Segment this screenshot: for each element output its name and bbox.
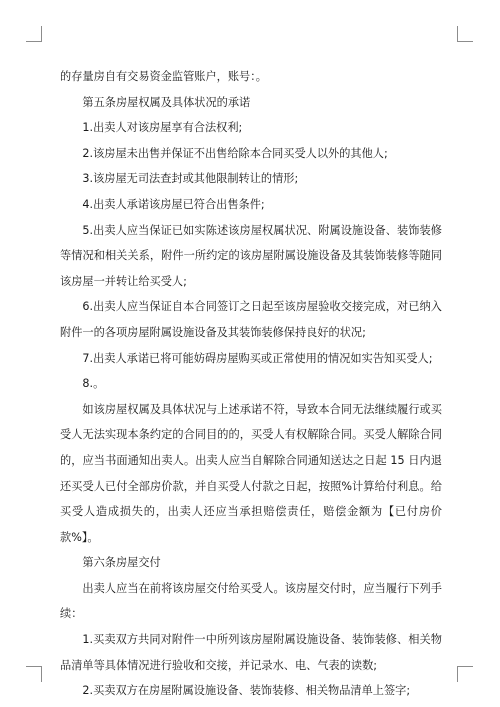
paragraph-breach-remedy: 如该房屋权属及具体状况与上述承诺不符，导致本合同无法继续履行或买受人无法实现本条约定的合同目的的，买受人有权解除合同。买受人解除合同的，应当书面通知出卖人。出卖人应当自解除合同通知送达之日起 15 日内退还买受人已付全部房价款，并自买受人付款之日起，按照%计算给付利息。给买受人造成损失的，出卖人还应当承担赔偿责任，赔偿金额为【已付房价款%】。	[60, 402, 442, 544]
crop-mark-bottom-right-vertical	[457, 666, 458, 682]
list-item-5-1: 1.出卖人对该房屋享有合法权利;	[82, 121, 243, 135]
crop-mark-bottom-left-vertical	[41, 666, 42, 682]
paragraph-delivery-intro: 出卖人应当在前将该房屋交付给买受人。该房屋交付时，应当履行下列手续：	[60, 581, 442, 621]
list-item-5-2: 2.该房屋未出售并保证不出售给除本合同买受人以外的其他人;	[82, 146, 388, 160]
list-item-5-4: 4.出卖人承诺该房屋已符合出售条件;	[82, 197, 265, 211]
list-item-6-2: 2.买卖双方在房屋附属设施设备、装饰装修、相关物品清单上签字;	[82, 684, 411, 698]
list-item-5-3: 3.该房屋无司法查封或其他限制转让的情形;	[82, 172, 299, 186]
crop-mark-top-right-vertical	[457, 26, 458, 42]
paragraph-account-line: 的存量房自有交易资金监管账户，账号：。	[60, 70, 267, 83]
list-item-5-5: 5.出卖人应当保证已如实陈述该房屋权属状况、附属设施设备、装饰装修等情况和相关关系，附件一所约定的该房屋附属设施设备及其装饰装修等随同该房屋一并转让给买受人;	[60, 223, 442, 288]
crop-mark-top-left-horizontal	[26, 41, 42, 42]
list-item-6-1: 1.买卖双方共同对附件一中所列该房屋附属设施设备、装饰装修、相关物品清单等具体情况进行验收和交接，并记录水、电、气表的读数;	[60, 633, 442, 672]
section-heading-article-6: 第六条房屋交付	[82, 556, 161, 570]
crop-mark-bottom-right-horizontal	[457, 666, 473, 667]
list-item-5-6: 6.出卖人应当保证自本合同签订之日起至该房屋验收交接完成，对已纳入附件一的各项房屋附属设施设备及其装饰装修保持良好的状况;	[60, 300, 442, 339]
crop-mark-top-left-vertical	[41, 26, 42, 42]
document-body	[60, 64, 442, 704]
crop-mark-top-right-horizontal	[457, 41, 473, 42]
section-heading-article-5: 第五条房屋权属及具体状况的承诺	[82, 95, 251, 109]
list-item-5-7: 7.出卖人承诺已将可能妨碍房屋购买或正常使用的情况如实告知买受人;	[82, 351, 433, 365]
crop-mark-bottom-left-horizontal	[26, 666, 42, 667]
list-item-5-8: 8.。	[82, 377, 105, 391]
